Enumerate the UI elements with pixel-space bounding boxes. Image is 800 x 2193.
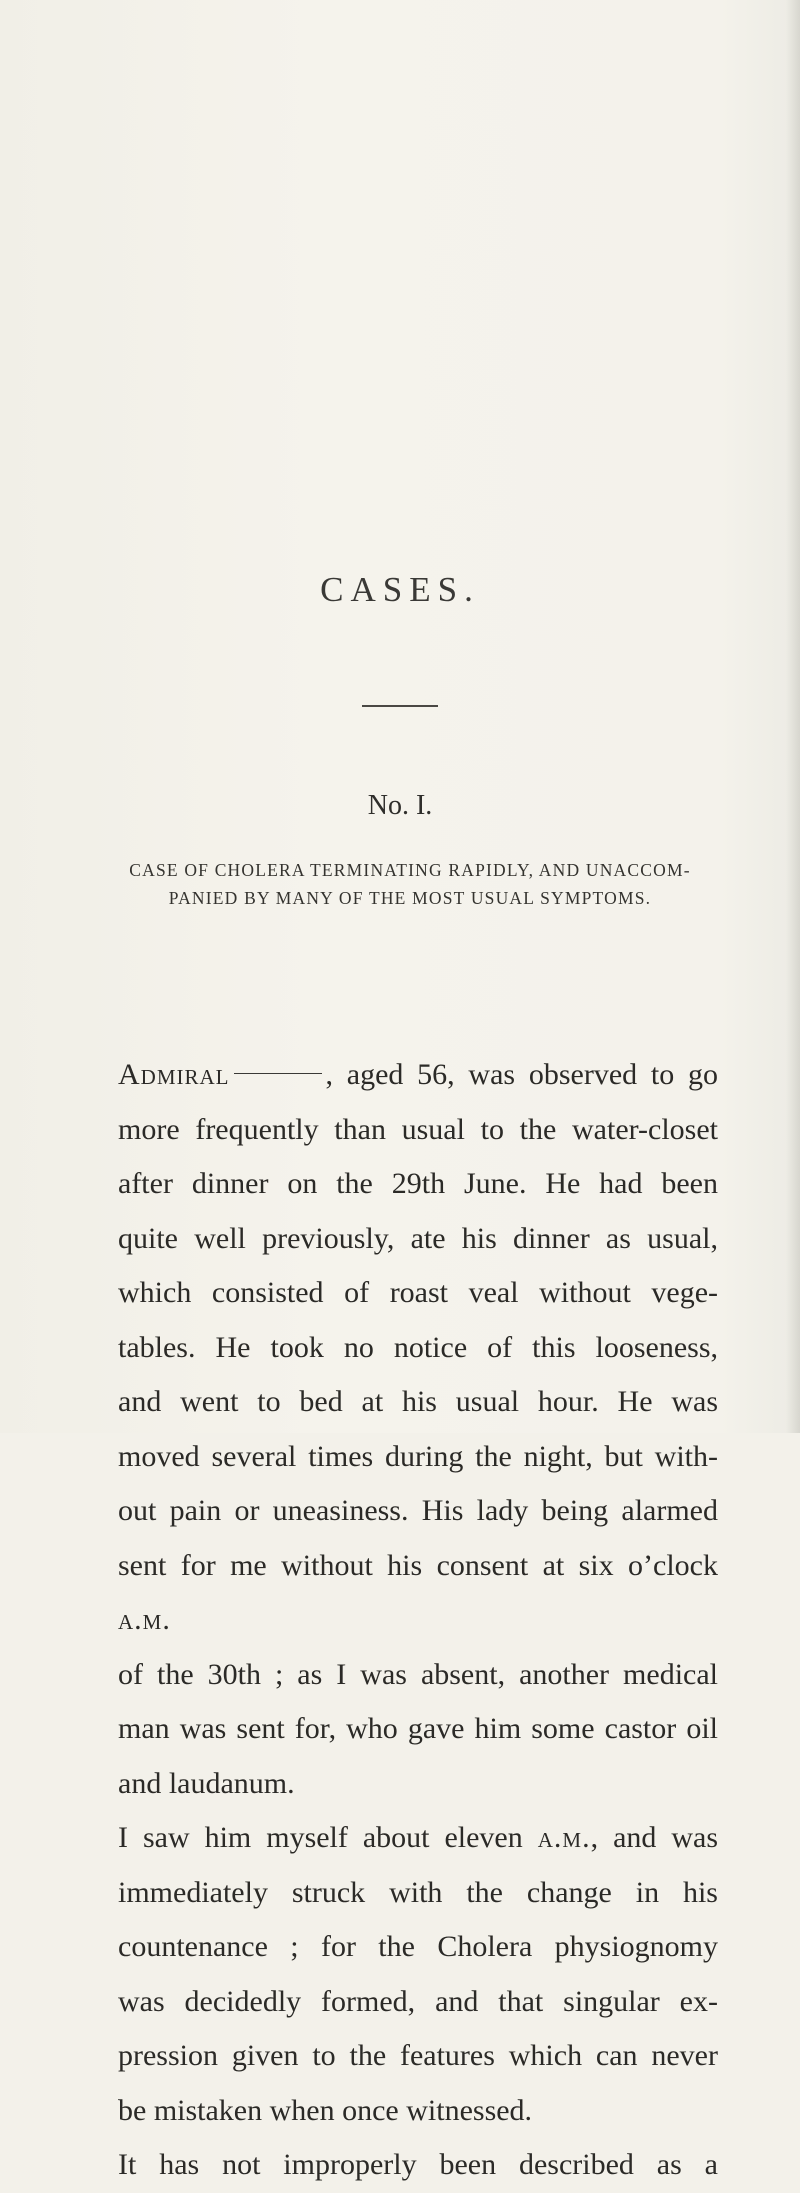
paragraph xyxy=(118,2138,718,2193)
text-line: and went to bed at his usual hour. He was xyxy=(118,1385,718,1418)
text-line: immediately struck with the change in his xyxy=(118,1875,718,1909)
text-line: quite well previously, ate his dinner as usual, xyxy=(118,1221,718,1255)
text-line: I saw him myself about eleven a.m., and was xyxy=(118,1821,719,1854)
page-edge-shadow xyxy=(786,0,800,1433)
case-heading xyxy=(110,856,710,912)
time-abbr: a.m. xyxy=(537,1821,591,1854)
title-rule xyxy=(362,705,438,707)
body-text xyxy=(118,1048,718,2193)
text-line: was decidedly formed, and that singular ex- xyxy=(118,1984,718,2018)
text-line: tables. He took no notice of this looseness, xyxy=(118,1330,718,1364)
paragraph xyxy=(118,1048,718,1811)
text-line: be mistaken when once witnessed. xyxy=(118,2093,533,2127)
paragraph xyxy=(118,1811,718,2138)
section-title: CASES. xyxy=(320,570,480,609)
time-abbr: a.m. xyxy=(118,1603,171,1636)
text-line: pression given to the features which can never xyxy=(118,2039,718,2072)
text-line: man was sent for, who gave him some castor oil xyxy=(118,1712,718,1745)
name-dash xyxy=(234,1073,322,1074)
text-line: after dinner on the 29th June. He had been xyxy=(118,1167,718,1200)
text-line: more frequently than usual to the water-closet xyxy=(118,1112,718,1146)
text-line: sent for me without his consent at six o’clock a.m. xyxy=(118,1548,718,1636)
text-line: which consisted of roast veal without vege- xyxy=(118,1276,718,1309)
case-number: No. I. xyxy=(367,790,433,821)
text-line: of the 30th ; as I was absent, another medical xyxy=(118,1657,718,1691)
admiral-name: Admiral xyxy=(118,1058,230,1091)
case-heading-line: PANIED BY MANY OF THE MOST USUAL SYMPTOMS. xyxy=(168,888,652,908)
text-line: It has not improperly been described as a xyxy=(118,2148,718,2181)
text-line: countenance ; for the Cholera physiognomy xyxy=(118,1930,718,1963)
text-line: and laudanum. xyxy=(118,1766,295,1800)
text-line: out pain or uneasiness. His lady being alarmed xyxy=(118,1494,718,1527)
case-heading-line: CASE OF CHOLERA TERMINATING RAPIDLY, AND UNACCOM- xyxy=(129,860,691,880)
text-line: moved several times during the night, but with- xyxy=(118,1439,718,1473)
text-line: Admiral , aged 56, was observed to go xyxy=(118,1058,718,1091)
